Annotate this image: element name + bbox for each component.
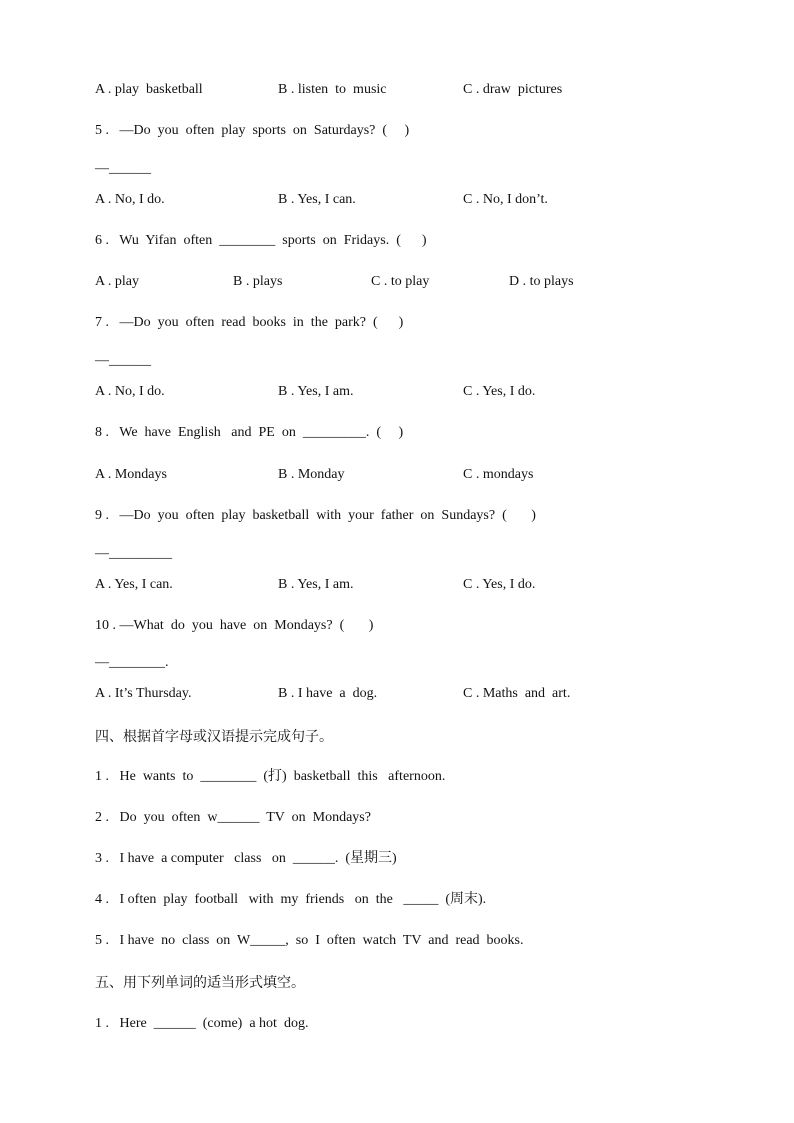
q5-option-b: B . Yes, I can. xyxy=(278,192,356,207)
q8-stem: 8 . We have English and PE on _________. ( ) xyxy=(95,425,404,440)
section4-item-3: 3 . I have a computer class on ______. (星期三) xyxy=(95,851,397,866)
q9-option-c: C . Yes, I do. xyxy=(463,577,536,592)
q4-option-b: B . listen to music xyxy=(278,82,387,97)
q6-stem: 6 . Wu Yifan often ________ sports on Fridays. ( ) xyxy=(95,233,427,248)
section4-item-2: 2 . Do you often w______ TV on Mondays? xyxy=(95,810,371,825)
q8-option-c: C . mondays xyxy=(463,467,534,482)
q6-option-b: B . plays xyxy=(233,274,283,289)
q5-option-a: A . No, I do. xyxy=(95,192,165,207)
section4-item-4: 4 . I often play football with my friends on the _____ (周末). xyxy=(95,892,487,907)
q7-stem: 7 . —Do you often read books in the park? ( ) xyxy=(95,315,404,330)
q5-stem: 5 . —Do you often play sports on Saturdays? ( ) xyxy=(95,123,410,138)
section4-item-1: 1 . He wants to ________ (打) basketball this afternoon. xyxy=(95,769,446,784)
q6-option-a: A . play xyxy=(95,274,139,289)
q10-option-a: A . It’s Thursday. xyxy=(95,686,192,701)
q10-answer-line: —________. xyxy=(95,655,169,670)
section5-heading: 五、用下列单词的适当形式填空。 xyxy=(95,975,305,991)
q7-option-c: C . Yes, I do. xyxy=(463,384,536,399)
q6-option-c: C . to play xyxy=(371,274,430,289)
section5-item-1: 1 . Here ______ (come) a hot dog. xyxy=(95,1016,309,1031)
q9-answer-line: —_________ xyxy=(95,546,172,561)
q9-option-b: B . Yes, I am. xyxy=(278,577,354,592)
q6-option-d: D . to plays xyxy=(509,274,574,289)
q10-option-c: C . Maths and art. xyxy=(463,686,571,701)
q4-option-c: C . draw pictures xyxy=(463,82,563,97)
q8-option-a: A . Mondays xyxy=(95,467,167,482)
q8-option-b: B . Monday xyxy=(278,467,345,482)
q9-option-a: A . Yes, I can. xyxy=(95,577,173,592)
q7-option-a: A . No, I do. xyxy=(95,384,165,399)
q10-stem: 10 . —What do you have on Mondays? ( ) xyxy=(95,618,374,633)
q10-option-b: B . I have a dog. xyxy=(278,686,378,701)
q5-option-c: C . No, I don’t. xyxy=(463,192,548,207)
q4-option-a: A . play basketball xyxy=(95,82,203,97)
q9-stem: 9 . —Do you often play basketball with your father on Sundays? ( ) xyxy=(95,508,536,523)
q7-answer-line: —______ xyxy=(95,353,151,368)
section4-heading: 四、根据首字母或汉语提示完成句子。 xyxy=(95,729,333,745)
q5-answer-line: —______ xyxy=(95,161,151,176)
section4-item-5: 5 . I have no class on W_____, so I often watch TV and read books. xyxy=(95,933,524,948)
q7-option-b: B . Yes, I am. xyxy=(278,384,354,399)
